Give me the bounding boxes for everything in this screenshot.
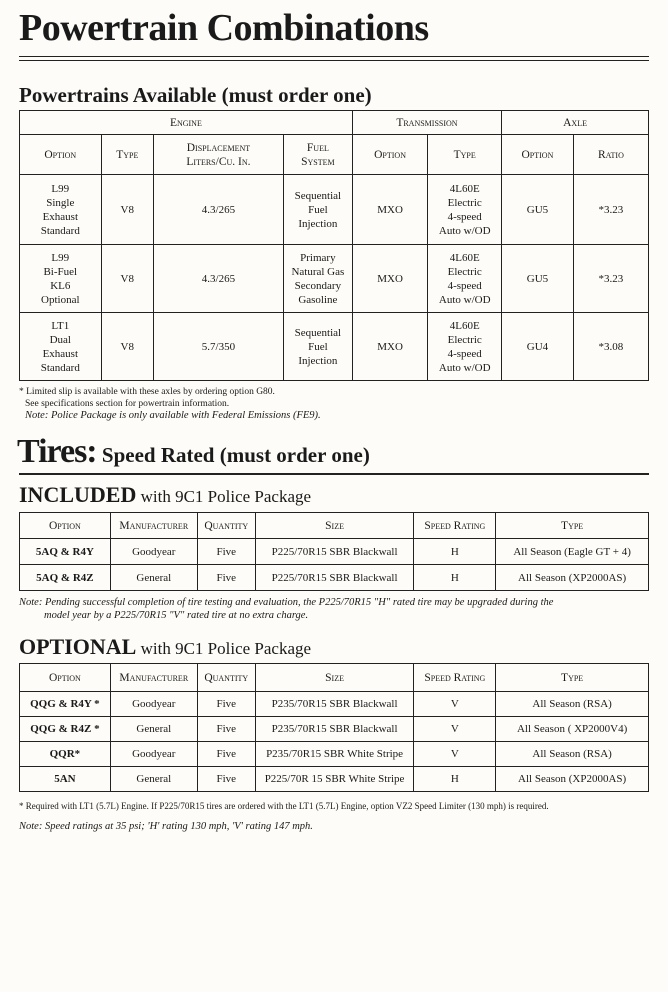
size-cell: P225/70R15 SBR Blackwall <box>255 565 414 591</box>
option-cell: L99 Bi-Fuel KL6 Optional <box>20 245 102 313</box>
lt1-required-footnote: * Required with LT1 (5.7L) Engine. If P225/70R15 tires are ordered with the LT1 (5.7L) Engine, option VZ2 Speed Limiter (130 mph) is required. <box>19 801 549 811</box>
type-cell: V8 <box>101 175 153 245</box>
col-quantity: Quantity <box>197 664 255 692</box>
quantity-cell: Five <box>197 565 255 591</box>
trans-type-cell: 4L60E Electric 4-speed Auto w/OD <box>428 175 502 245</box>
table-row <box>20 692 649 717</box>
title-rule <box>19 56 649 61</box>
size-cell: P235/70R15 SBR White Stripe <box>255 742 414 767</box>
col-trans-option: Option <box>352 135 428 175</box>
axle-option-cell: GU5 <box>502 245 574 313</box>
option-cell: LT1 Dual Exhaust Standard <box>20 313 102 381</box>
powertrains-table <box>19 110 649 381</box>
tire-type-cell: All Season (XP2000AS) <box>496 565 649 591</box>
tires-heading: Tires: Speed Rated (must order one) <box>17 433 370 470</box>
col-quantity: Quantity <box>197 513 255 539</box>
specifications-footnote: See specifications section for powertrain information. <box>25 399 230 409</box>
option-cell: QQG & R4Y * <box>20 692 111 717</box>
quantity-cell: Five <box>197 692 255 717</box>
quantity-cell: Five <box>197 742 255 767</box>
manufacturer-cell: Goodyear <box>110 742 197 767</box>
size-cell: P225/70R15 SBR Blackwall <box>255 539 414 565</box>
transmission-group-header: Transmission <box>352 111 501 135</box>
col-speed-rating: Speed Rating <box>414 513 496 539</box>
option-cell: 5AN <box>20 767 111 792</box>
trans-option-cell: MXO <box>352 313 428 381</box>
ratio-cell: *3.08 <box>573 313 648 381</box>
tires-rule <box>19 473 649 475</box>
police-package-note: Note: Police Package is only available with Federal Emissions (FE9). <box>25 410 321 421</box>
option-cell: L99 Single Exhaust Standard <box>20 175 102 245</box>
col-manufacturer: Manufacturer <box>110 664 197 692</box>
tire-type-cell: All Season ( XP2000V4) <box>496 717 649 742</box>
fuel-cell: Sequential Fuel Injection <box>283 313 352 381</box>
speed-rating-cell: H <box>414 539 496 565</box>
speed-rating-cell: H <box>414 565 496 591</box>
manufacturer-cell: General <box>110 767 197 792</box>
displacement-cell: 5.7/350 <box>153 313 283 381</box>
col-size: Size <box>255 664 414 692</box>
table-row <box>20 565 649 591</box>
trans-type-cell: 4L60E Electric 4-speed Auto w/OD <box>428 313 502 381</box>
col-axle-ratio: Ratio <box>573 135 648 175</box>
trans-option-cell: MXO <box>352 245 428 313</box>
ratio-cell: *3.23 <box>573 245 648 313</box>
table-row <box>20 767 649 792</box>
col-axle-option: Option <box>502 135 574 175</box>
table-row <box>20 539 649 565</box>
axle-option-cell: GU4 <box>502 313 574 381</box>
speed-rating-cell: V <box>414 717 496 742</box>
col-tire-type: Type <box>496 664 649 692</box>
tire-type-cell: All Season (XP2000AS) <box>496 767 649 792</box>
col-type: Type <box>101 135 153 175</box>
table-row <box>20 245 649 313</box>
displacement-cell: 4.3/265 <box>153 245 283 313</box>
col-trans-type: Type <box>428 135 502 175</box>
quantity-cell: Five <box>197 717 255 742</box>
quantity-cell: Five <box>197 539 255 565</box>
option-cell: QQR* <box>20 742 111 767</box>
displacement-cell: 4.3/265 <box>153 175 283 245</box>
included-tires-table <box>19 512 649 591</box>
col-option: Option <box>20 513 111 539</box>
type-cell: V8 <box>101 245 153 313</box>
size-cell: P235/70R15 SBR Blackwall <box>255 692 414 717</box>
limited-slip-footnote: * Limited slip is available with these axles by ordering option G80. <box>19 387 275 397</box>
included-heading: INCLUDED with 9C1 Police Package <box>19 482 312 507</box>
option-cell: 5AQ & R4Z <box>20 565 111 591</box>
option-cell: 5AQ & R4Y <box>20 539 111 565</box>
col-manufacturer: Manufacturer <box>110 513 197 539</box>
size-cell: P225/70R 15 SBR White Stripe <box>255 767 414 792</box>
table-row <box>20 742 649 767</box>
col-size: Size <box>255 513 414 539</box>
col-fuel-system: Fuel System <box>283 135 352 175</box>
option-cell: QQG & R4Z * <box>20 717 111 742</box>
manufacturer-cell: Goodyear <box>110 539 197 565</box>
tire-type-cell: All Season (RSA) <box>496 692 649 717</box>
speed-rating-cell: V <box>414 742 496 767</box>
col-speed-rating: Speed Rating <box>414 664 496 692</box>
table-row <box>20 175 649 245</box>
ratio-cell: *3.23 <box>573 175 648 245</box>
speed-ratings-note: Note: Speed ratings at 35 psi; 'H' rating 130 mph, 'V' rating 147 mph. <box>19 821 313 832</box>
col-displacement: Displacement Liters/Cu. In. <box>153 135 283 175</box>
tire-testing-note: Note: Pending successful completion of tire testing and evaluation, the P225/70R15 "H" rated tire may be upgraded during the <box>19 597 554 608</box>
col-tire-type: Type <box>496 513 649 539</box>
type-cell: V8 <box>101 313 153 381</box>
speed-rating-cell: V <box>414 692 496 717</box>
table-row <box>20 313 649 381</box>
optional-tires-table <box>19 663 649 792</box>
axle-option-cell: GU5 <box>502 175 574 245</box>
col-option: Option <box>20 664 111 692</box>
manufacturer-cell: Goodyear <box>110 692 197 717</box>
fuel-cell: Primary Natural Gas Secondary Gasoline <box>283 245 352 313</box>
fuel-cell: Sequential Fuel Injection <box>283 175 352 245</box>
manufacturer-cell: General <box>110 717 197 742</box>
tire-type-cell: All Season (Eagle GT + 4) <box>496 539 649 565</box>
optional-heading: OPTIONAL with 9C1 Police Package <box>19 634 312 659</box>
powertrains-heading: Powertrains Available (must order one) <box>19 83 372 107</box>
axle-group-header: Axle <box>502 111 649 135</box>
manufacturer-cell: General <box>110 565 197 591</box>
tire-type-cell: All Season (RSA) <box>496 742 649 767</box>
col-option: Option <box>20 135 102 175</box>
trans-type-cell: 4L60E Electric 4-speed Auto w/OD <box>428 245 502 313</box>
trans-option-cell: MXO <box>352 175 428 245</box>
engine-group-header: Engine <box>20 111 353 135</box>
quantity-cell: Five <box>197 767 255 792</box>
tire-upgrade-note: model year by a P225/70R15 "V" rated tire at no extra charge. <box>44 610 309 621</box>
table-row <box>20 717 649 742</box>
speed-rating-cell: H <box>414 767 496 792</box>
page-title: Powertrain Combinations <box>19 7 429 49</box>
size-cell: P235/70R15 SBR Blackwall <box>255 717 414 742</box>
